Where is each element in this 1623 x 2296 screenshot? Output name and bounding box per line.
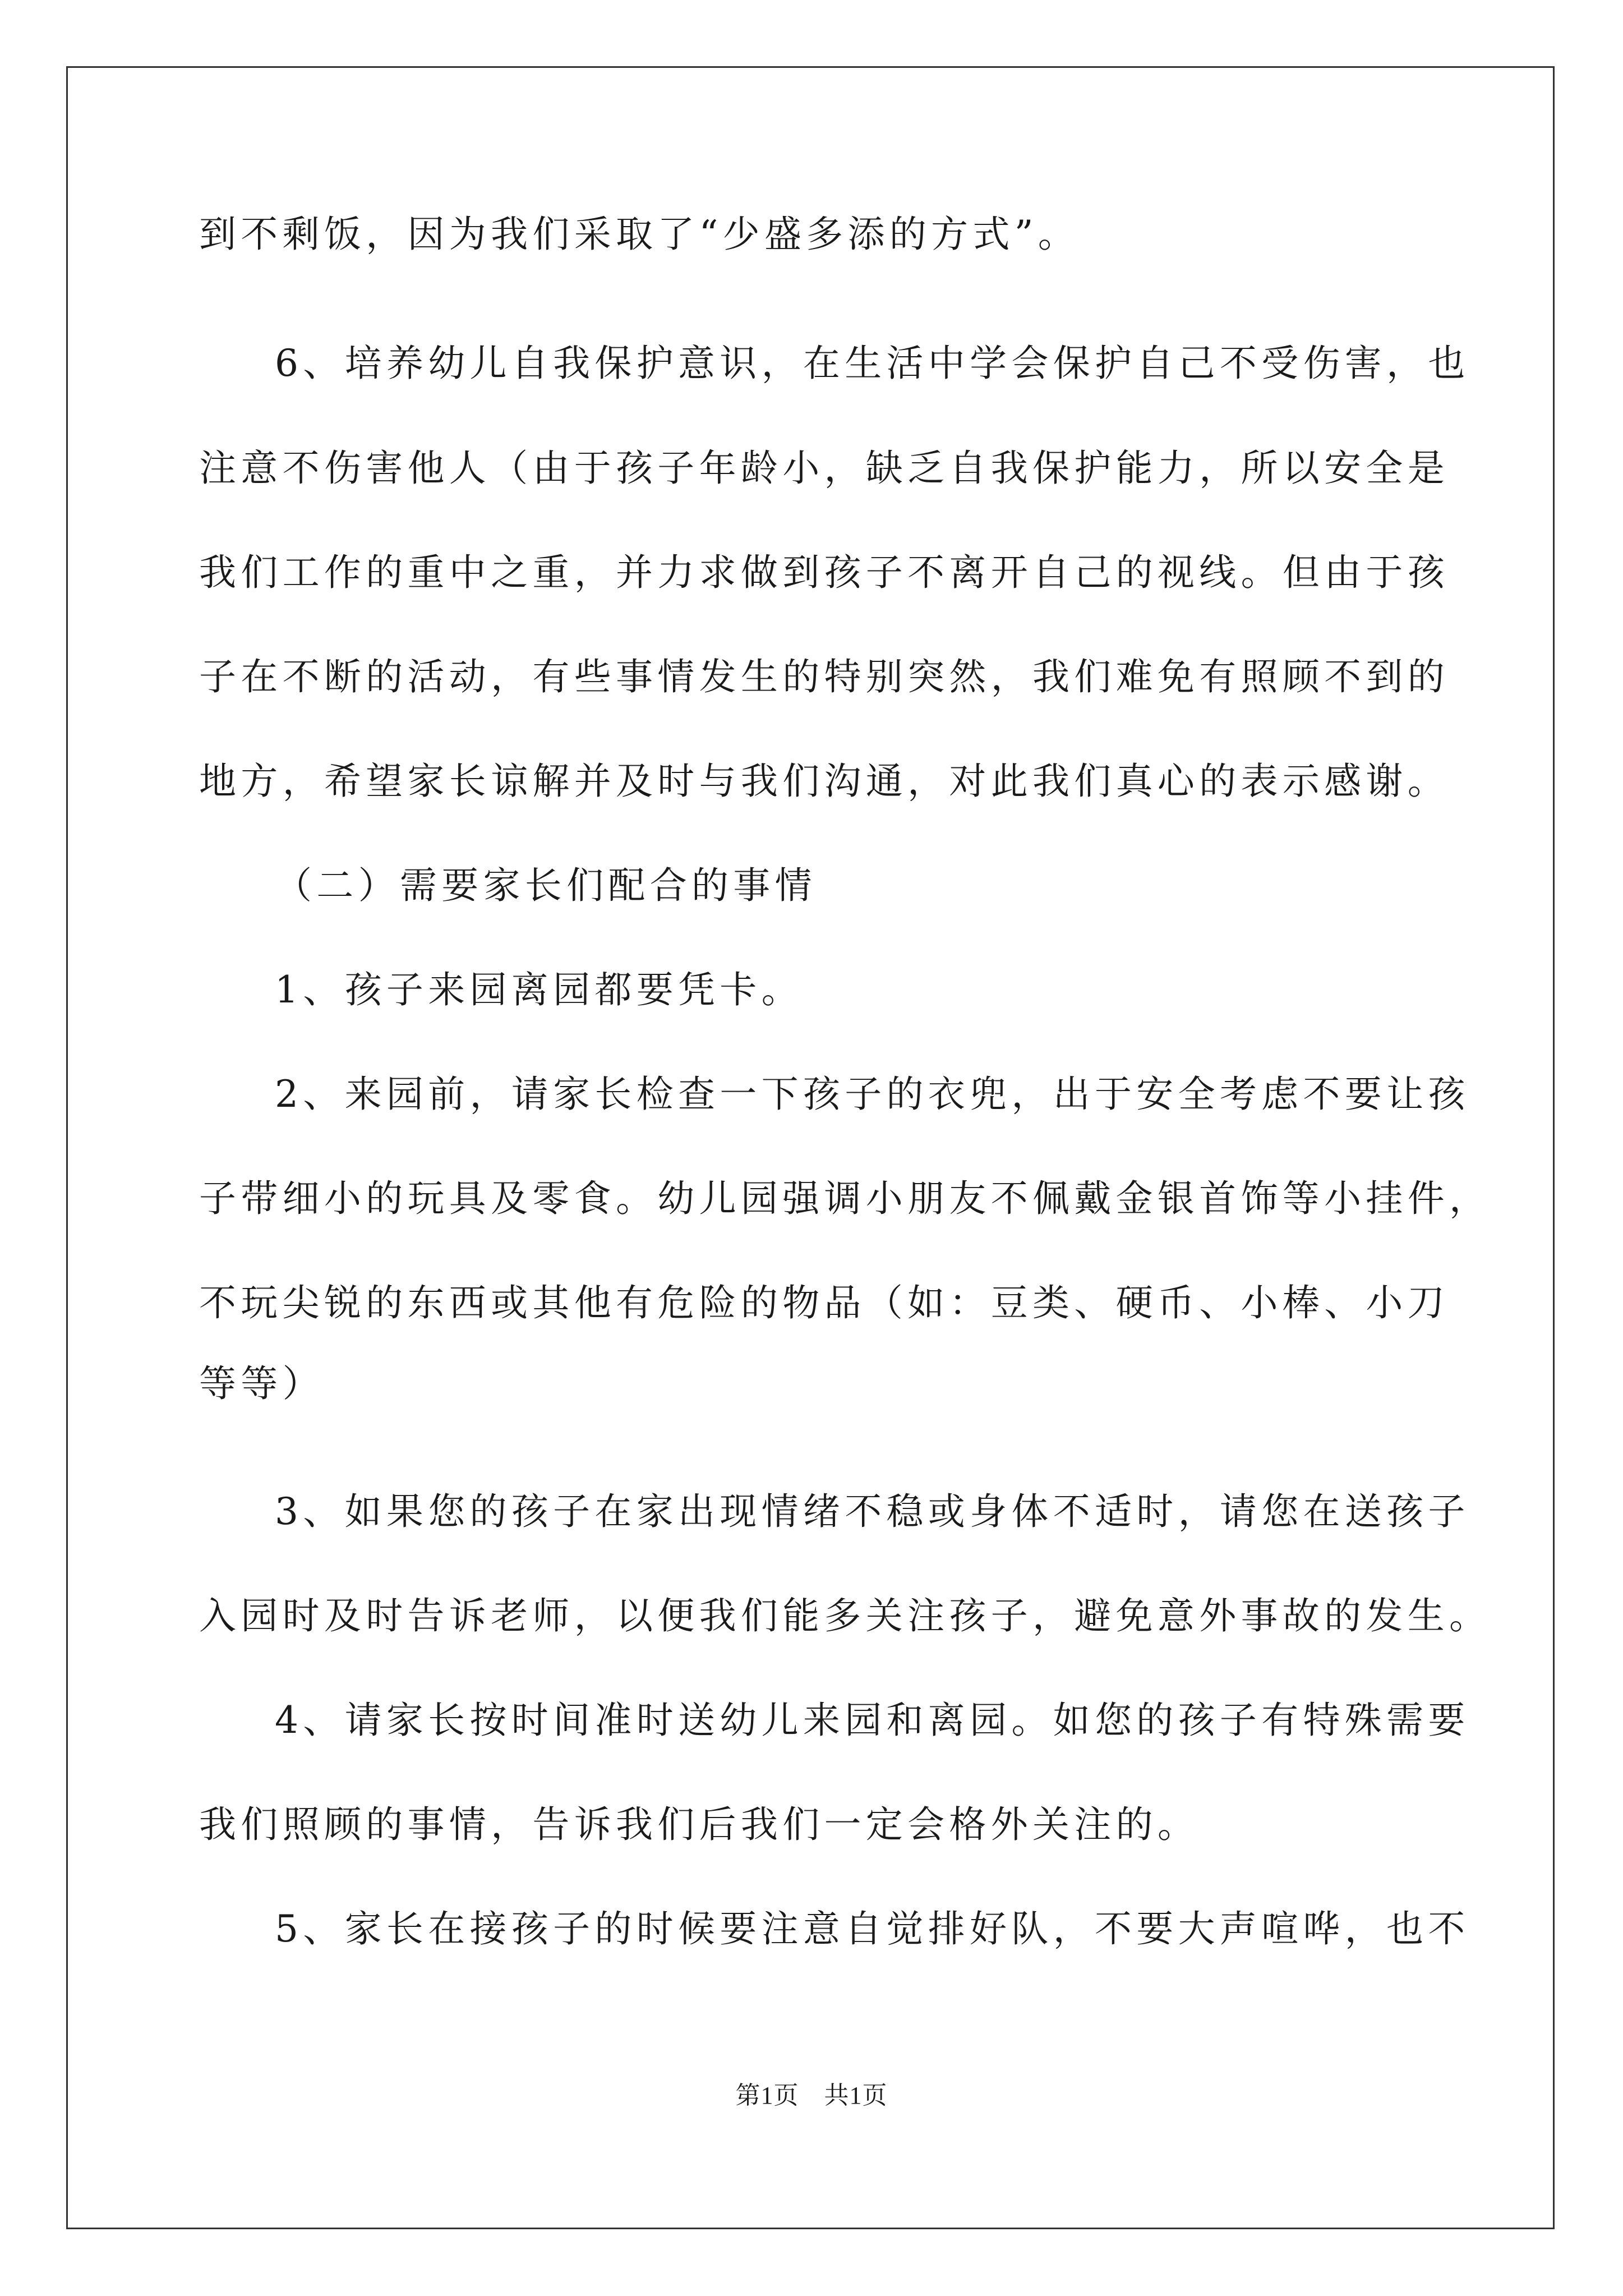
paragraph-line: 1、孩子来园离园都要凭卡。 (275, 968, 803, 1011)
paragraph-line: 不玩尖锐的东西或其他有危险的物品（如：豆类、硬币、小棒、小刀 (199, 1281, 1449, 1324)
paragraph-line: 等等） (199, 1362, 324, 1405)
section-heading: （二）需要家长们配合的事情 (275, 864, 817, 907)
paragraph-line: 4、请家长按时间准时送幼儿来园和离园。如您的孩子有特殊需要 (275, 1699, 1470, 1742)
paragraph-line: 到不剩饭，因为我们采取了“少盛多添的方式”。 (199, 213, 1080, 256)
paragraph-line: 2、来园前，请家长检查一下孩子的衣兜，出于安全考虑不要让孩 (275, 1073, 1470, 1116)
paragraph-line: 注意不伤害他人（由于孩子年龄小，缺乏自我保护能力，所以安全是 (199, 447, 1449, 490)
paragraph-line: 子带细小的玩具及零食。幼儿园强调小朋友不佩戴金银首饰等小挂件， (199, 1177, 1491, 1220)
page-number-footer: 第1页 共1页 (735, 2082, 888, 2109)
paragraph-line: 子在不断的活动，有些事情发生的特别突然，我们难免有照顾不到的 (199, 655, 1449, 698)
paragraph-line: 入园时及时告诉老师，以便我们能多关注孩子，避免意外事故的发生。 (199, 1594, 1491, 1637)
paragraph-line: 我们照顾的事情，告诉我们后我们一定会格外关注的。 (199, 1803, 1200, 1846)
paragraph-line: 3、如果您的孩子在家出现情绪不稳或身体不适时，请您在送孩子 (275, 1490, 1470, 1533)
paragraph-line: 5、家长在接孩子的时候要注意自觉排好队，不要大声喧哗，也不 (275, 1907, 1470, 1950)
paragraph-line: 地方，希望家长谅解并及时与我们沟通，对此我们真心的表示感谢。 (199, 760, 1449, 803)
paragraph-line: 6、培养幼儿自我保护意识，在生活中学会保护自己不受伤害，也 (275, 342, 1470, 385)
paragraph-line: 我们工作的重中之重，并力求做到孩子不离开自己的视线。但由于孩 (199, 551, 1449, 594)
